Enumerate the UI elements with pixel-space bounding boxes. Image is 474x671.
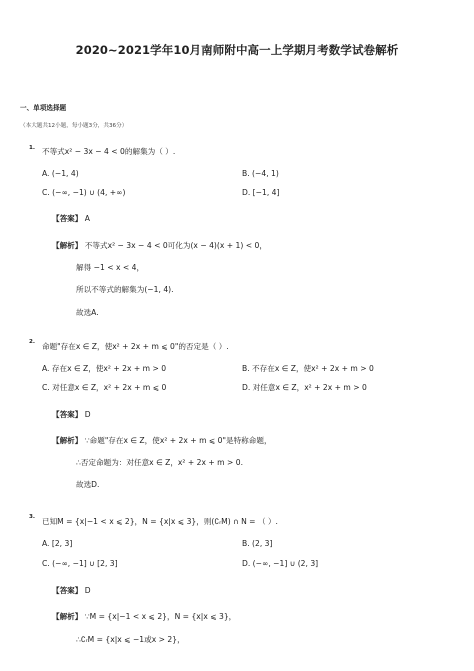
analysis-text: ∵命题"存在x ∈ Z，使x² + 2x + m ⩽ 0"是特称命题， bbox=[84, 436, 272, 445]
analysis-label: 【解析】 bbox=[52, 241, 83, 250]
analysis-line-1 bbox=[52, 613, 236, 621]
analysis-line-1 bbox=[52, 437, 272, 445]
option-b: B. (2, 3] bbox=[242, 539, 273, 548]
answer-line bbox=[52, 215, 90, 223]
answer-line bbox=[52, 411, 91, 419]
question-number: 2. bbox=[29, 339, 36, 345]
option-c: C. (−∞, −1] ∪ [2, 3] bbox=[42, 559, 118, 568]
option-c: C. (−∞, −1) ∪ (4, +∞) bbox=[42, 188, 126, 197]
document-title: 2020~2021学年10月南师附中高一上学期月考数学试卷解析 bbox=[75, 43, 399, 57]
question-number: 1. bbox=[29, 145, 36, 151]
answer-value: D bbox=[84, 586, 91, 595]
answer-label: 【答案】 bbox=[52, 586, 83, 595]
section-heading: 一、单项选择题 bbox=[20, 104, 67, 112]
option-b: B. 不存在x ∈ Z，使x² + 2x + m > 0 bbox=[242, 364, 374, 373]
answer-label: 【答案】 bbox=[52, 410, 83, 419]
option-c: C. 对任意x ∈ Z，x² + 2x + m ⩽ 0 bbox=[42, 383, 167, 392]
section-note: （本大题共12小题，每小题3分，共36分） bbox=[20, 123, 128, 129]
analysis-line-3: 故选D. bbox=[76, 480, 100, 489]
option-b: B. (−4, 1) bbox=[242, 169, 279, 178]
analysis-line-1 bbox=[52, 242, 267, 250]
analysis-text: 不等式x² − 3x − 4 < 0可化为(x − 4)(x + 1) < 0， bbox=[84, 241, 267, 250]
question-stem: 已知M = {x|−1 < x ⩽ 2}，N = {x|x ⩽ 3}，则(∁ᵣM) ∩ N = （ ）. bbox=[42, 517, 278, 526]
option-a: A. (−1, 4) bbox=[42, 169, 79, 178]
option-d: D. 对任意x ∈ Z，x² + 2x + m > 0 bbox=[242, 383, 367, 392]
question-stem: 命题"存在x ∈ Z，使x² + 2x + m ⩽ 0"的否定是（ ）. bbox=[42, 342, 229, 351]
analysis-line-4: 故选A. bbox=[76, 308, 99, 317]
question-stem: 不等式x² − 3x − 4 < 0的解集为（ ）. bbox=[42, 147, 176, 156]
analysis-line-3: 所以不等式的解集为(−1, 4). bbox=[76, 285, 174, 294]
option-a: A. 存在x ∈ Z，使x² + 2x + m > 0 bbox=[42, 364, 167, 373]
answer-line bbox=[52, 587, 91, 595]
answer-label: 【答案】 bbox=[52, 214, 83, 223]
option-a: A. [2, 3] bbox=[42, 539, 73, 548]
option-d: D. (−∞, −1] ∪ (2, 3] bbox=[242, 559, 319, 568]
analysis-text: ∵M = {x|−1 < x ⩽ 2}，N = {x|x ⩽ 3}， bbox=[84, 612, 237, 621]
analysis-label: 【解析】 bbox=[52, 612, 83, 621]
analysis-label: 【解析】 bbox=[52, 436, 83, 445]
answer-value: D bbox=[84, 410, 91, 419]
analysis-line-2: ∴否定命题为：对任意x ∈ Z，x² + 2x + m > 0. bbox=[76, 458, 243, 467]
analysis-line-2: 解得 −1 < x < 4， bbox=[76, 263, 145, 272]
analysis-line-2: ∴∁ᵣM = {x|x ⩽ −1或x > 2}， bbox=[76, 635, 185, 644]
question-number: 3. bbox=[29, 514, 36, 520]
answer-value: A bbox=[84, 214, 90, 223]
option-d: D. [−1, 4] bbox=[242, 188, 280, 197]
